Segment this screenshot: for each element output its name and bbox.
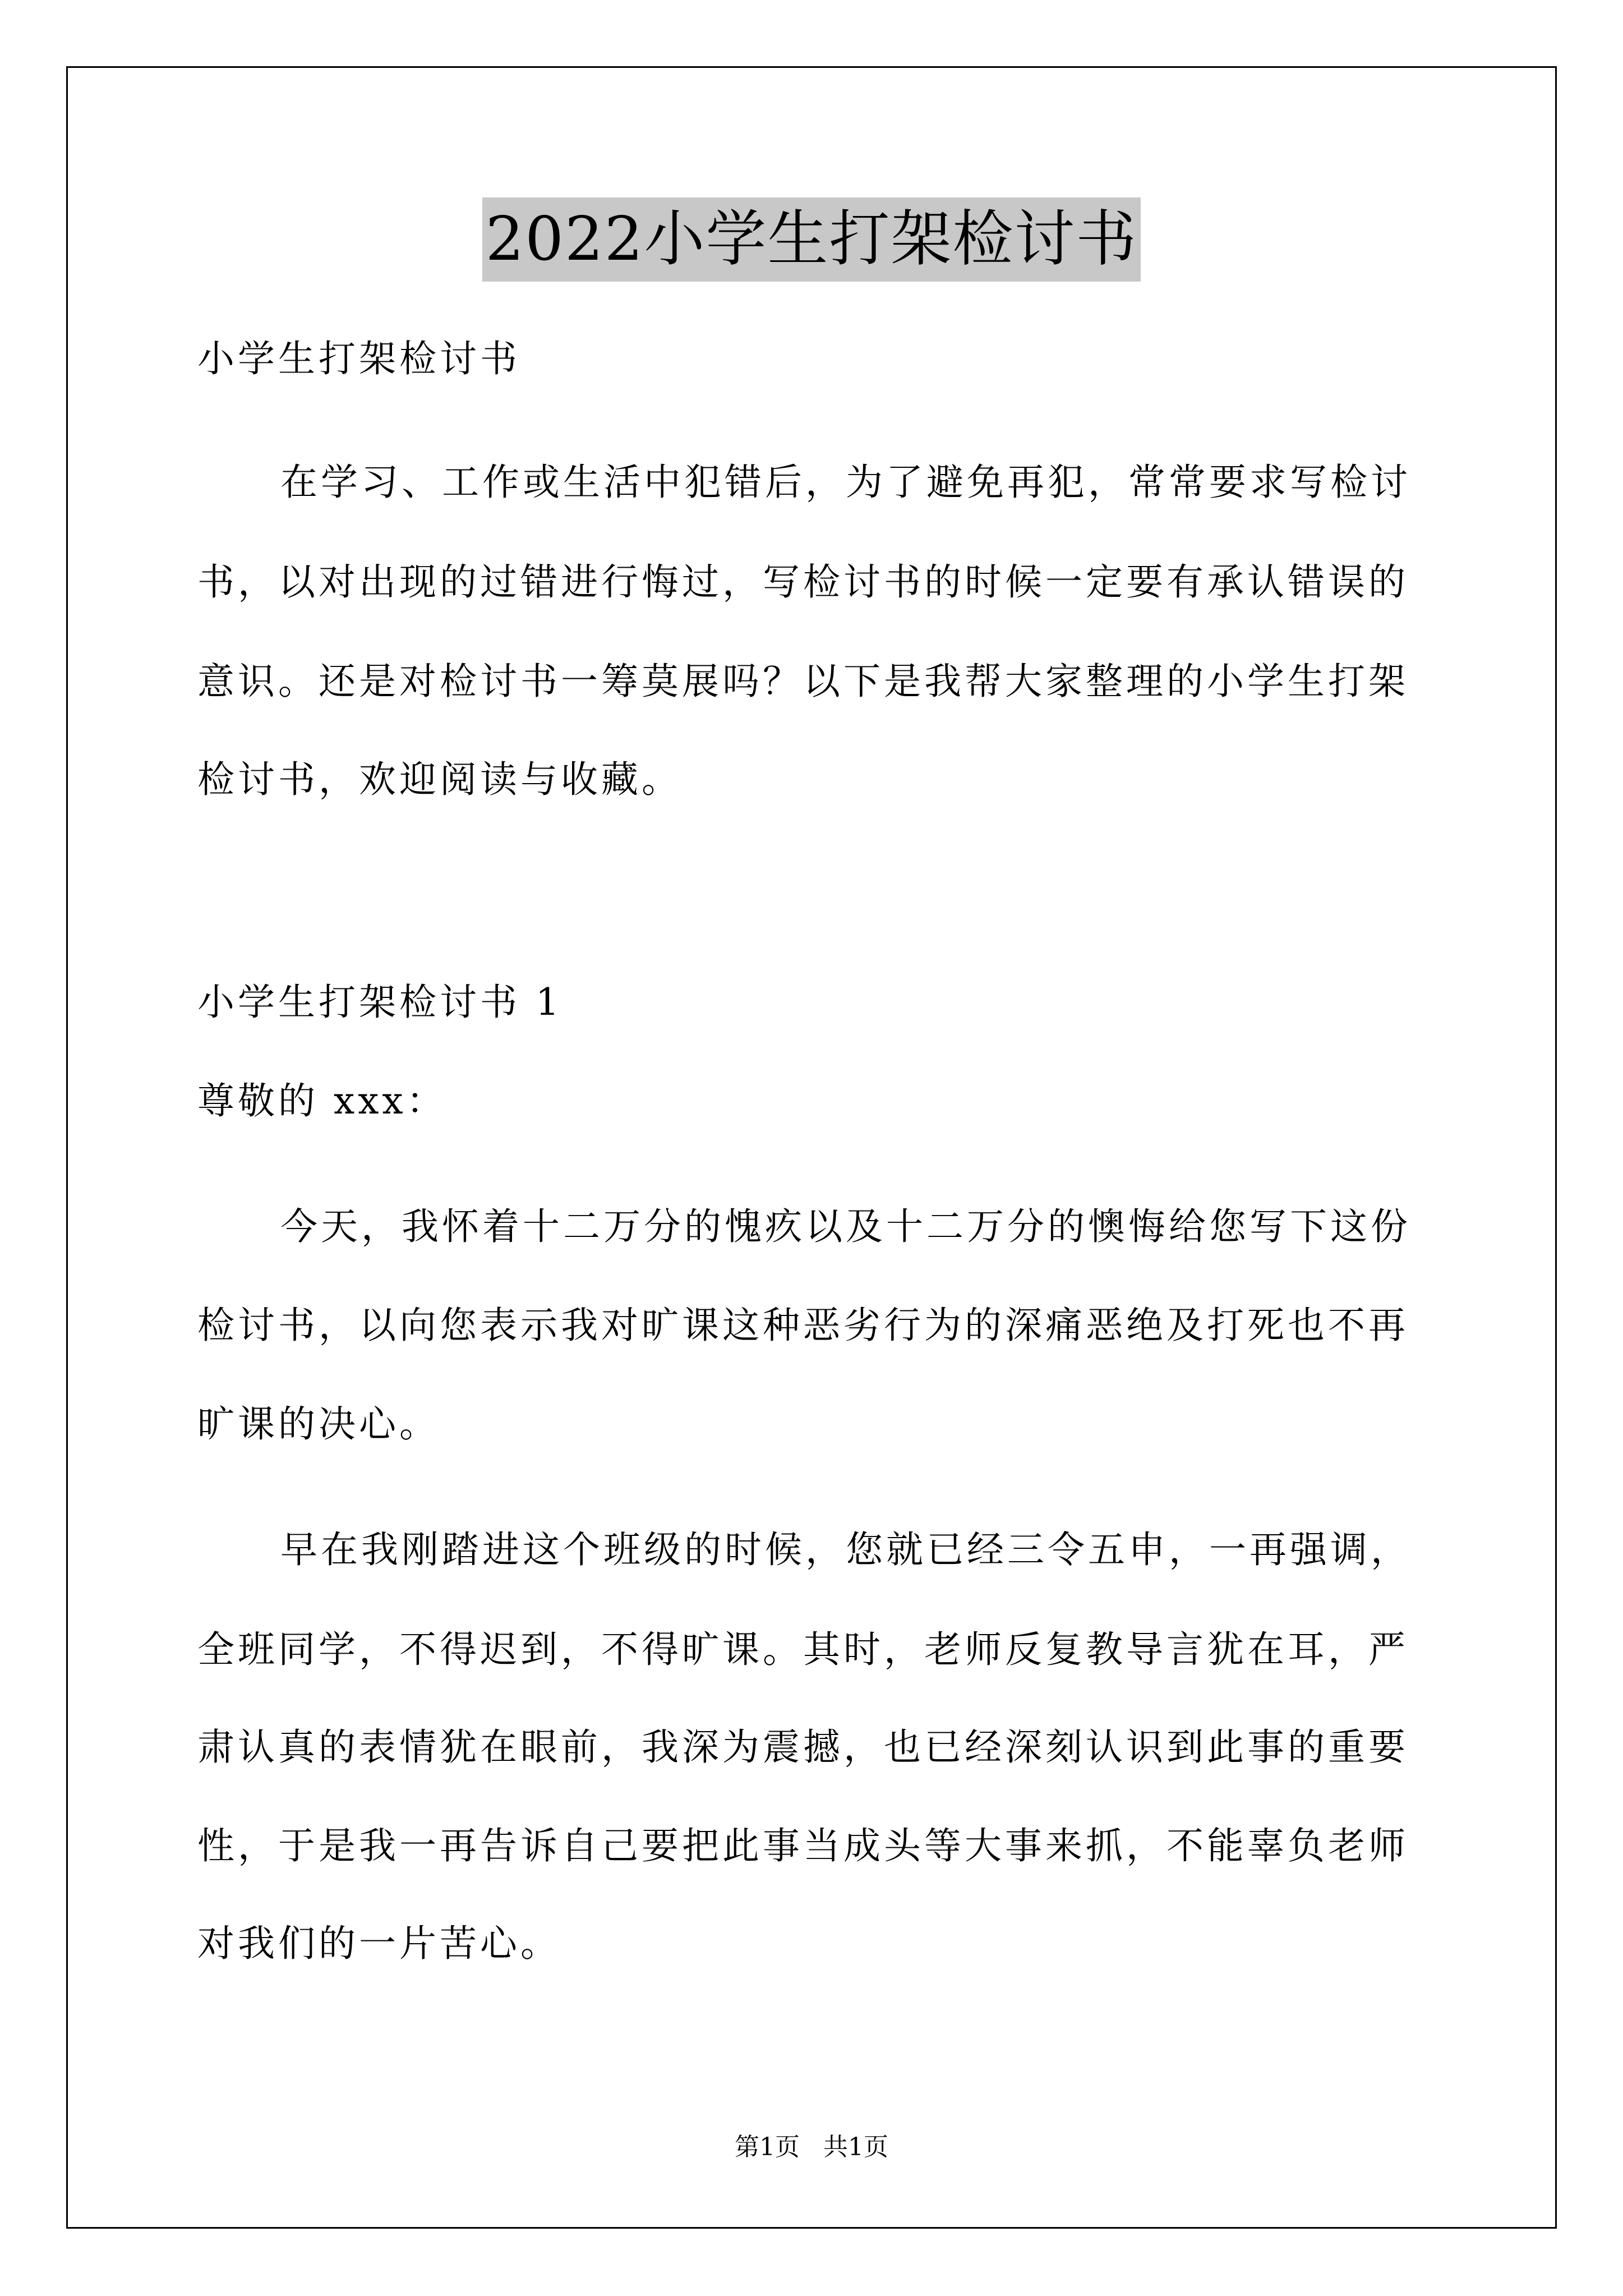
subtitle: 小学生打架检讨书 <box>197 337 520 380</box>
document-title: 2022小学生打架检讨书 <box>482 197 1141 282</box>
paragraph-line: 早在我刚踏进这个班级的时候，您就已经三令五申，一再强调， <box>280 1528 1411 1571</box>
salutation: 尊敬的 xxx： <box>197 1079 447 1122</box>
paragraph-line: 在学习、工作或生活中犯错后，为了避免再犯，常常要求写检讨 <box>280 461 1411 504</box>
paragraph-line: 书，以对出现的过错进行悔过，写检讨书的时候一定要有承认错误的 <box>197 560 1409 604</box>
paragraph-line: 对我们的一片苦心。 <box>197 1922 561 1965</box>
paragraph-line: 意识。还是对检讨书一筹莫展吗？以下是我帮大家整理的小学生打架 <box>197 660 1409 703</box>
paragraph-line: 检讨书，以向您表示我对旷课这种恶劣行为的深痛恶绝及打死也不再 <box>197 1304 1409 1347</box>
section-heading: 小学生打架检讨书 1 <box>197 981 562 1024</box>
page-footer: 第1页 共1页 <box>735 2133 888 2161</box>
paragraph-line: 检讨书，欢迎阅读与收藏。 <box>197 758 682 801</box>
paragraph-line: 全班同学，不得迟到，不得旷课。其时，老师反复教导言犹在耳，严 <box>197 1628 1409 1671</box>
paragraph-line: 性，于是我一再告诉自己要把此事当成头等大事来抓，不能辜负老师 <box>197 1824 1409 1867</box>
title-container <box>0 197 1623 282</box>
paragraph-line: 旷课的决心。 <box>197 1402 440 1446</box>
paragraph-line: 今天，我怀着十二万分的愧疚以及十二万分的懊悔给您写下这份 <box>280 1205 1411 1248</box>
paragraph-line: 肃认真的表情犹在眼前，我深为震撼，也已经深刻认识到此事的重要 <box>197 1726 1409 1769</box>
page-border <box>66 66 1557 2229</box>
